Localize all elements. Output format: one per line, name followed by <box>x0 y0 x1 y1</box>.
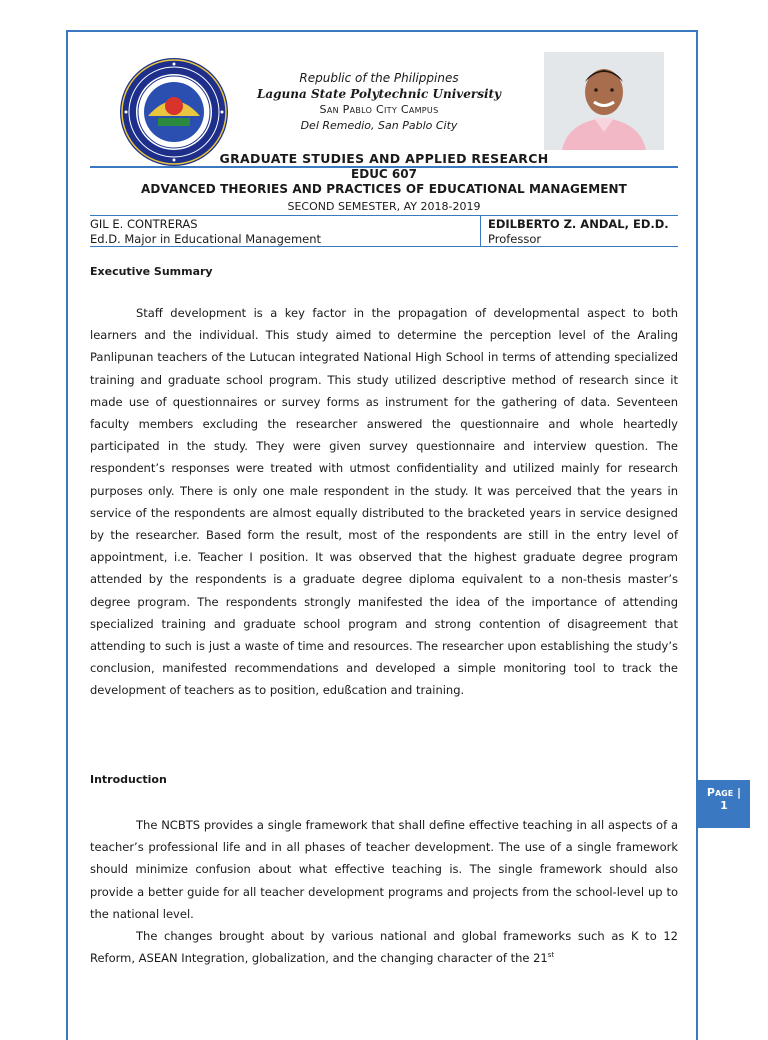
page-label: Page | <box>706 786 742 799</box>
introduction-heading: Introduction <box>90 773 167 786</box>
course-title: ADVANCED THEORIES AND PRACTICES OF EDUCATIONAL MANAGEMENT <box>141 182 627 196</box>
info-top-rule <box>90 215 678 216</box>
university-name: Laguna State Polytechnic University <box>256 87 502 101</box>
course-code: EDUC 607 <box>351 167 417 181</box>
info-bottom-rule <box>90 246 678 247</box>
republic-line: Republic of the Philippines <box>299 71 459 85</box>
student-name: GIL E. CONTRERAS <box>90 217 198 231</box>
introduction-paragraph-1: The NCBTS provides a single framework that shall define effective teaching in all aspects of a teacher’s professional life and in all phases of teacher development. The use of a single framework should minimize confusion about what effective teaching is. The single framework should also provide a better guide for all teacher development programs and projects from the school-level up to the national level. <box>90 818 678 921</box>
portrait-icon <box>544 52 664 150</box>
student-program: Ed.D. Major in Educational Management <box>90 232 322 246</box>
executive-summary-text: Staff development is a key factor in the propagation of developmental aspect to both learners and the individual. This study aimed to determine the perception level of the Araling Panlipunan teachers of the Lutucan integrated National High School in terms of attending specialized training and graduate school program. This study utilized descriptive method of research since it made use of questionnaires or survey forms as instrument for the gathering of data. Seventeen faculty members excluding the researcher answered the questionnaire and whole heartedly participated in the study. They were given survey questionnaire and interview question. The respondent’s responses were treated with utmost confidentiality and utilized mainly for research purposes only. There is only one male respondent in the study. It was perceived that the years in service of the respondents are almost equally distributed to the bracketed years in service designed by the researcher. Based form the result, most of the respondents are still in the entry level of appointment, i.e. Teacher I position. It was observed that the highest graduate degree program attended by the respondents is a graduate degree diploma equivalent to a non-thesis master’s degree program. The respondents strongly manifested the idea of the importance of attending specialized training and graduate school program and strong contention of disagreement that attending to such is just a waste of time and resources. The researcher upon establishing the study’s conclusion, manifested recommendations and developed a simple monitoring tool to track the development of teachers as to position, edußcation and training. <box>90 306 678 698</box>
executive-summary-heading: Executive Summary <box>90 265 213 278</box>
professor-role: Professor <box>488 232 542 246</box>
semester: SECOND SEMESTER, AY 2018-2019 <box>287 200 481 213</box>
page-number-tab <box>698 780 750 828</box>
department-title: GRADUATE STUDIES AND APPLIED RESEARCH <box>219 151 549 166</box>
introduction-paragraph-2 <box>90 925 678 969</box>
info-row-names <box>90 217 678 232</box>
introduction-paragraph-2-text: The changes brought about by various national and global frameworks such as K to 12 Reform, ASEAN Integration, globalization, and the changing character of the 21 <box>90 929 678 966</box>
campus-address: Del Remedio, San Pablo City <box>300 119 458 132</box>
author-photo <box>544 52 664 150</box>
professor-name: EDILBERTO Z. ANDAL, ED.D. <box>488 217 669 231</box>
campus-name: San Pablo City Campus <box>319 103 439 116</box>
page-number: 1 <box>720 799 728 812</box>
letterhead <box>240 70 518 134</box>
info-row-roles <box>90 232 678 247</box>
ordinal-suffix: st <box>547 951 555 960</box>
